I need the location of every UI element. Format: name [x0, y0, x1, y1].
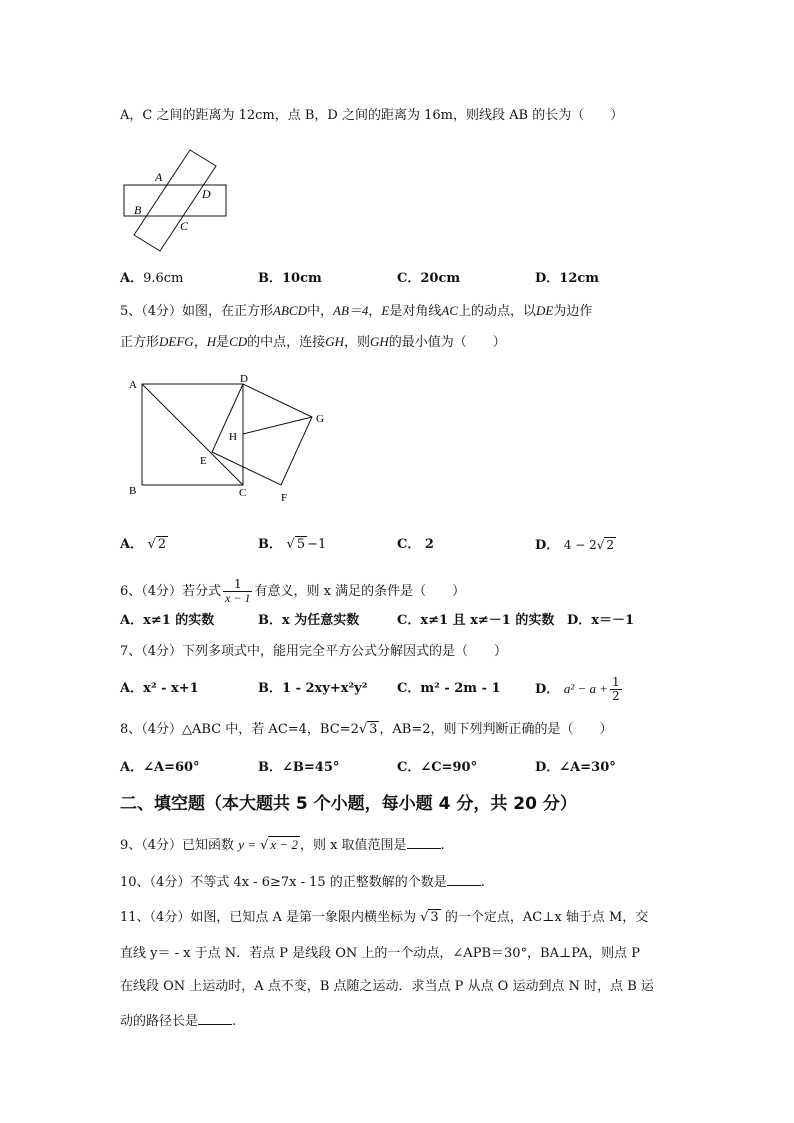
- q5-label-C: C: [239, 487, 247, 499]
- q5-option-c: C． 2: [397, 537, 434, 552]
- q4-label-C: C: [180, 219, 189, 233]
- q6-option-a: A．x≠1 的实数: [120, 613, 215, 628]
- q11-line4: 动的路径长是 .: [120, 1014, 237, 1029]
- q10-stem: 10、（4分）不等式 4x - 6≥7x - 15 的正整数解的个数是 .: [120, 875, 485, 890]
- q8-option-c: C．∠C=90°: [397, 760, 478, 775]
- q4-option-a: A．9.6cm: [120, 271, 184, 286]
- q6-option-b: B．x 为任意实数: [258, 613, 360, 628]
- q5-option-a: A． √ 2: [120, 537, 167, 552]
- q5-stem-line1: 5、（4分）如图，在正方形ABCD中，AB＝4，E是对角线AC上的动点，以DE为边作: [120, 303, 593, 319]
- q6-option-d: D．x＝－1: [567, 613, 635, 628]
- q4-option-c: C．20cm: [397, 271, 461, 286]
- q4-label-D: D: [202, 187, 211, 201]
- q7-option-c: C．m² - 2m - 1: [397, 681, 501, 696]
- q5-label-B: B: [129, 485, 137, 497]
- q5-label-H: H: [229, 431, 237, 443]
- q5-stem-line2: 正方形DEFG，H是CD的中点，连接GH，则GH的最小值为（ ）: [120, 334, 506, 350]
- q4-option-b: B．10cm: [258, 271, 322, 286]
- q7-option-d: D． a² − a + $\frac{1}{2}$: [535, 675, 620, 703]
- q8-stem: 8、（4分）△ABC 中，若 AC=4，BC=2√ 3 ，AB=2，则下列判断正确的是（ ）: [120, 722, 613, 737]
- q4-option-d: D．12cm: [535, 271, 600, 286]
- q10-answer-blank[interactable]: [447, 873, 481, 886]
- q5-label-E: E: [200, 455, 207, 467]
- q9-stem: 9、（4分）已知函数 y = √ x − 2 ，则 x 取值范围是 .: [120, 837, 445, 853]
- q6-fraction: $\frac{1}{x - 1}$: [225, 577, 251, 605]
- q5-option-d: D． 4 − 2√ 2: [535, 538, 615, 553]
- q4-figure: [118, 148, 238, 258]
- q11-line2: 直线 y＝ - x 于点 N．若点 P 是线段 ON 上的一个动点，∠APB＝30°，BA⊥PA，则点 P: [120, 946, 641, 961]
- q8-option-d: D．∠A=30°: [535, 760, 616, 775]
- section-heading-fill-in: 二、填空题（本大题共 5 个小题，每小题 4 分，共 20 分）: [120, 794, 577, 814]
- q5-label-A: A: [129, 379, 137, 391]
- q7-stem: 7、（4分）下列多项式中，能用完全平方公式分解因式的是（ ）: [120, 644, 508, 659]
- q8-option-b: B．∠B=45°: [258, 760, 340, 775]
- q9-answer-blank[interactable]: [407, 836, 441, 849]
- q8-option-a: A．∠A=60°: [120, 760, 200, 775]
- q5-option-b: B． √ 5 −1: [258, 537, 327, 552]
- q6-stem: 6、（4分）若分式 $\frac{1}{x - 1}$ 有意义，则 x 满足的条件是（ ）: [120, 577, 466, 605]
- q5-label-F: F: [281, 492, 288, 504]
- q11-line3: 在线段 ON 上运动时，A 点不变，B 点随之运动．求当点 P 从点 O 运动到点 N 时，点 B 运: [120, 979, 654, 994]
- q5-label-G: G: [316, 413, 324, 425]
- q6-option-c: C．x≠1 且 x≠－1 的实数: [397, 613, 555, 628]
- q5-label-D: D: [240, 373, 248, 385]
- q4-stem: A，C 之间的距离为 12cm，点 B，D 之间的距离为 16m，则线段 AB 的长为（ ）: [120, 108, 624, 123]
- q7-option-d-fraction: $\frac{1}{2}$: [612, 675, 620, 703]
- q4-label-B: B: [134, 203, 142, 217]
- q4-label-A: A: [155, 170, 163, 184]
- q5-figure: [124, 370, 334, 505]
- q11-answer-blank[interactable]: [198, 1012, 232, 1025]
- q11-line1: 11、（4分）如图，已知点 A 是第一象限内横坐标为 √ 3 的一个定点，AC⊥x 轴于点 M，交: [120, 910, 649, 925]
- q7-option-b: B．1 - 2xy+x²y²: [258, 681, 368, 696]
- q7-option-a: A．x² - x+1: [120, 681, 199, 696]
